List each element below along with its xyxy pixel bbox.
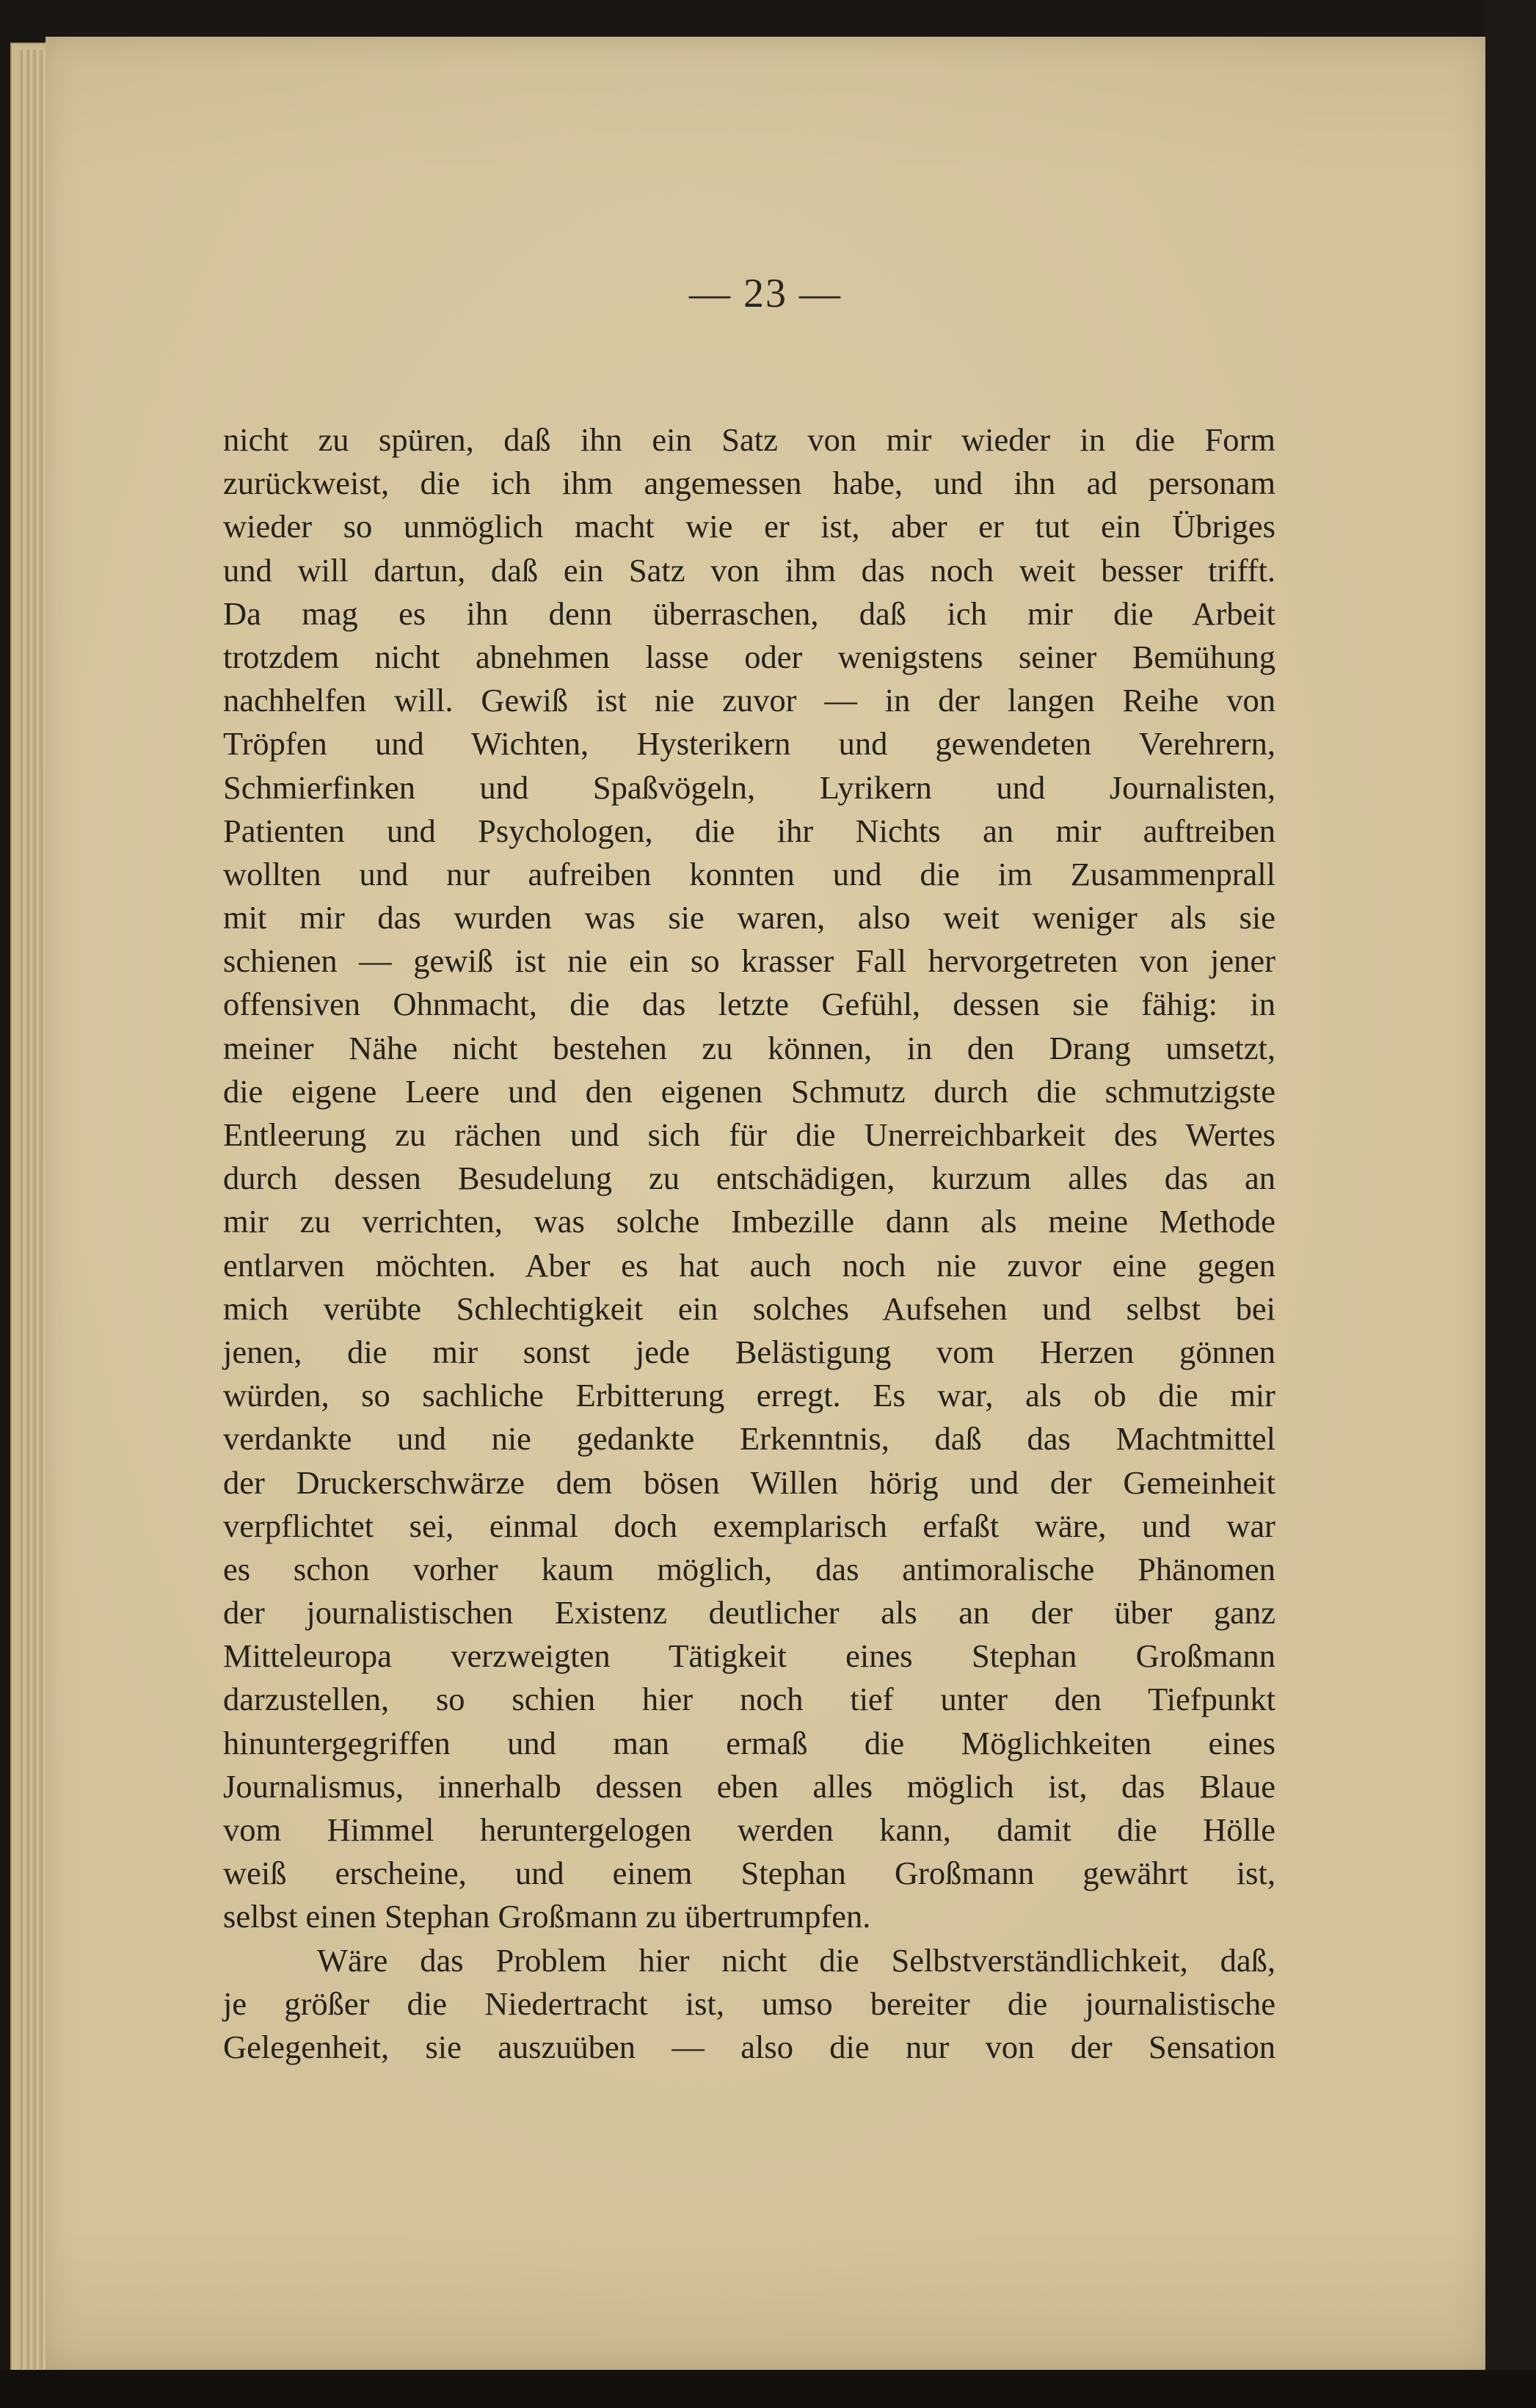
text-line: darzustellen, so schien hier noch tief unter den Tiefpunkt [223,1681,1275,1718]
text-line: Gelegenheit, sie auszuüben — also die nur von der Sensation [223,2028,1275,2065]
text-line: hinuntergegriffen und man ermaß die Möglichkeiten eines [223,1724,1275,1761]
text-line: schienen — gewiß ist nie ein so krasser Fall hervorgetreten von jener [223,942,1275,980]
text-line: Mitteleuropa verzweigten Tätigkeit eines Stephan Großmann [223,1637,1275,1675]
text-line: Tröpfen und Wichten, Hysterikern und gewendeten Verehrern, [223,725,1275,763]
text-line: würden, so sachliche Erbitterung erregt. Es war, als ob die mir [223,1377,1275,1414]
text-line: der journalistischen Existenz deutlicher als an der über ganz [223,1594,1275,1632]
text-line: mit mir das wurden was sie waren, also weit weniger als sie [223,899,1275,936]
text-line: verpflichtet sei, einmal doch exemplarisch erfaßt wäre, und war [223,1507,1275,1544]
text-line: weiß erscheine, und einem Stephan Großmann gewährt ist, [223,1855,1275,1892]
text-line: selbst einen Stephan Großmann zu übertrumpfen. [223,1898,871,1935]
text-line: nicht zu spüren, daß ihn ein Satz von mir wieder in die Form [223,421,1275,458]
text-line: vom Himmel heruntergelogen werden kann, damit die Hölle [223,1811,1275,1848]
text-line: meiner Nähe nicht bestehen zu können, in den Drang umsetzt, [223,1029,1275,1066]
text-line: verdankte und nie gedankte Erkenntnis, daß das Machtmittel [223,1420,1275,1458]
text-line: zurückweist, die ich ihm angemessen habe, und ihn ad personam [223,465,1275,502]
scan-bottom-border [0,2370,1536,2408]
text-line: offensiven Ohnmacht, die das letzte Gefühl, dessen sie fähig: in [223,986,1275,1023]
text-line: trotzdem nicht abnehmen lasse oder wenigstens seiner Bemühung [223,638,1275,675]
text-line: Da mag es ihn denn überraschen, daß ich mir die Arbeit [223,594,1275,632]
text-line: es schon vorher kaum möglich, das antimoralische Phänomen [223,1550,1275,1587]
text-line: der Druckerschwärze dem bösen Willen hörig und der Gemeinheit [223,1463,1275,1501]
text-line: Entleerung zu rächen und sich für die Unerreichbarkeit des Wertes [223,1116,1275,1153]
binding-shadow [1485,0,1536,2408]
body-text [223,418,1275,2069]
text-line: Journalismus, innerhalb dessen eben alles möglich ist, das Blaue [223,1767,1275,1805]
text-line: wollten und nur aufreiben konnten und die im Zusammenprall [223,855,1275,892]
text-line: nachhelfen will. Gewiß ist nie zuvor — in der langen Reihe von [223,682,1275,719]
page-number: — 23 — [689,271,842,316]
book-page [46,37,1485,2371]
text-line: durch dessen Besudelung zu entschädigen, kurzum alles das an [223,1160,1275,1197]
text-line: mir zu verrichten, was solche Imbezille dann als meine Methode [223,1203,1275,1240]
text-line: und will dartun, daß ein Satz von ihm das noch weit besser trifft. [223,551,1275,589]
text-line: die eigene Leere und den eigenen Schmutz durch die schmutzigste [223,1072,1275,1110]
text-line: entlarven möchten. Aber es hat auch noch nie zuvor eine gegen [223,1246,1275,1284]
text-line: jenen, die mir sonst jede Belästigung vom Herzen gönnen [223,1333,1275,1370]
text-line: wieder so unmöglich macht wie er ist, aber er tut ein Übriges [223,508,1275,545]
text-line: Patienten und Psychologen, die ihr Nichts an mir auftreiben [223,812,1275,849]
text-line: Schmierfinken und Spaßvögeln, Lyrikern und Journalisten, [223,768,1275,806]
text-line: mich verübte Schlechtigkeit ein solches Aufsehen und selbst bei [223,1290,1275,1327]
text-line: Wäre das Problem hier nicht die Selbstverständlichkeit, daß, [317,1941,1275,1979]
text-line: je größer die Niedertracht ist, umso bereiter die journalistische [223,1985,1275,2022]
